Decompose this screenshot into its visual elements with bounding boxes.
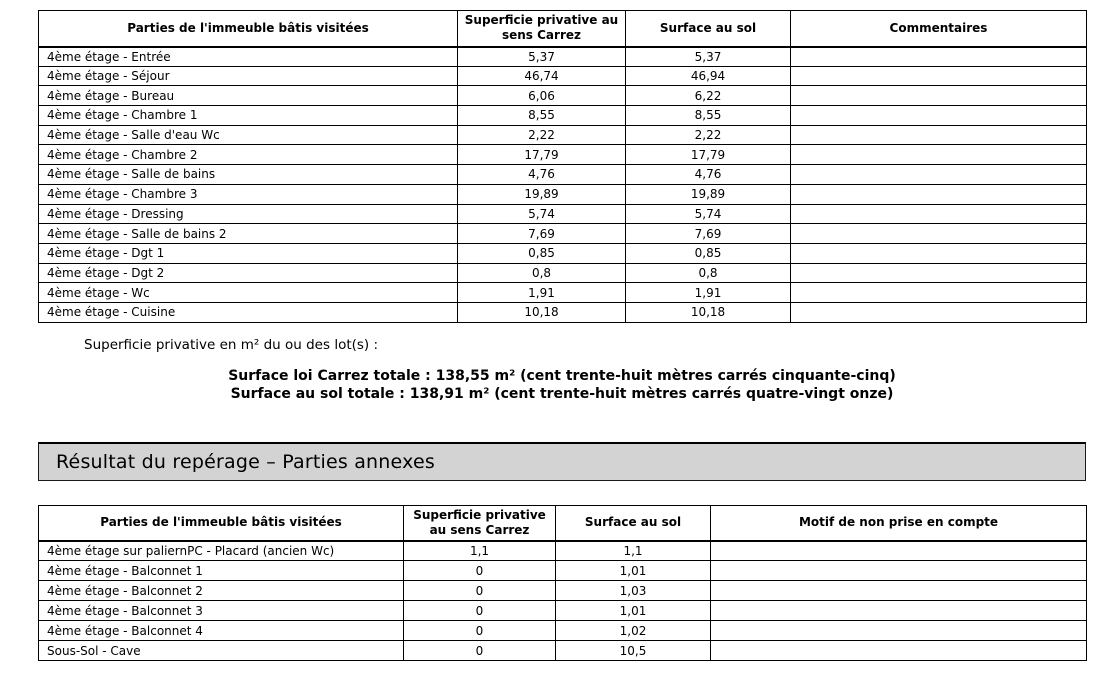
cell-comment [791,145,1087,165]
carrez-surfaces-table [38,10,1087,323]
cell-motif [711,541,1087,561]
cell-sol: 0,8 [626,263,791,283]
cell-comment [791,66,1087,86]
table-row [39,165,1087,185]
cell-sol: 6,22 [626,86,791,106]
cell-comment [791,243,1087,263]
table-row [39,106,1087,126]
section-title-annexes: Résultat du repérage – Parties annexes [38,442,1086,481]
cell-motif [711,641,1087,661]
table-row [39,283,1087,303]
column-header-motif: Motif de non prise en compte [711,505,1087,541]
cell-carrez: 6,06 [458,86,626,106]
cell-comment [791,224,1087,244]
column-header-surface-sol: Surface au sol [626,11,791,47]
cell-sol: 1,01 [556,561,711,581]
cell-comment [791,125,1087,145]
surface-note: Superficie privative en m² du ou des lot(s) : [84,336,379,353]
cell-carrez: 5,74 [458,204,626,224]
cell-part: 4ème étage - Salle de bains 2 [39,224,458,244]
cell-comment [791,165,1087,185]
cell-sol: 0,85 [626,243,791,263]
annexes-table [38,505,1087,662]
cell-part: 4ème étage - Chambre 2 [39,145,458,165]
cell-sol: 8,55 [626,106,791,126]
cell-sol: 1,91 [626,283,791,303]
table-row [39,541,1087,561]
cell-carrez: 0,85 [458,243,626,263]
annexes-table-body [39,541,1087,661]
column-header-parties: Parties de l'immeuble bâtis visitées [39,11,458,47]
cell-carrez: 0 [404,561,556,581]
carrez-table-header [39,11,1087,47]
table-row [39,561,1087,581]
annexes-table-header [39,505,1087,541]
cell-part: 4ème étage - Wc [39,283,458,303]
cell-motif [711,601,1087,621]
cell-comment [791,204,1087,224]
cell-carrez: 17,79 [458,145,626,165]
cell-part: 4ème étage - Entrée [39,47,458,67]
cell-part: 4ème étage - Salle d'eau Wc [39,125,458,145]
cell-comment [791,263,1087,283]
cell-part: 4ème étage - Balconnet 1 [39,561,404,581]
table-row [39,47,1087,67]
cell-carrez: 0 [404,621,556,641]
cell-part: 4ème étage - Balconnet 4 [39,621,404,641]
cell-carrez: 0 [404,581,556,601]
table-row [39,263,1087,283]
cell-sol: 2,22 [626,125,791,145]
table-row [39,302,1087,322]
cell-motif [711,621,1087,641]
table-row [39,581,1087,601]
cell-comment [791,47,1087,67]
table-row [39,66,1087,86]
table-row [39,243,1087,263]
cell-carrez: 0 [404,601,556,621]
cell-comment [791,106,1087,126]
cell-carrez: 46,74 [458,66,626,86]
cell-sol: 17,79 [626,145,791,165]
cell-part: 4ème étage - Séjour [39,66,458,86]
cell-sol: 1,01 [556,601,711,621]
cell-sol: 4,76 [626,165,791,185]
table-row [39,224,1087,244]
cell-sol: 1,02 [556,621,711,641]
column-header-carrez: Superficie privative au sens Carrez [404,505,556,541]
cell-motif [711,561,1087,581]
cell-part: 4ème étage sur paliernPC - Placard (ancien Wc) [39,541,404,561]
column-header-commentaires: Commentaires [791,11,1087,47]
cell-part: 4ème étage - Dgt 1 [39,243,458,263]
table-row [39,145,1087,165]
table-row [39,641,1087,661]
cell-carrez: 7,69 [458,224,626,244]
cell-part: 4ème étage - Dgt 2 [39,263,458,283]
cell-motif [711,581,1087,601]
cell-carrez: 1,91 [458,283,626,303]
total-carrez-line: Surface loi Carrez totale : 138,55 m² (cent trente-huit mètres carrés cinquante-cinq) [228,367,896,384]
cell-carrez: 2,22 [458,125,626,145]
carrez-table-body [39,47,1087,323]
cell-part: 4ème étage - Cuisine [39,302,458,322]
cell-sol: 5,37 [626,47,791,67]
cell-part: 4ème étage - Chambre 1 [39,106,458,126]
cell-part: 4ème étage - Bureau [39,86,458,106]
cell-part: 4ème étage - Chambre 3 [39,184,458,204]
cell-part: 4ème étage - Balconnet 3 [39,601,404,621]
table-row [39,204,1087,224]
cell-sol: 10,5 [556,641,711,661]
cell-sol: 46,94 [626,66,791,86]
table-row [39,86,1087,106]
cell-comment [791,302,1087,322]
table-row [39,621,1087,641]
cell-sol: 7,69 [626,224,791,244]
cell-part: Sous-Sol - Cave [39,641,404,661]
cell-carrez: 8,55 [458,106,626,126]
column-header-carrez: Superficie privative au sens Carrez [458,11,626,47]
cell-carrez: 1,1 [404,541,556,561]
table-row [39,125,1087,145]
cell-carrez: 5,37 [458,47,626,67]
cell-sol: 1,1 [556,541,711,561]
total-sol-line: Surface au sol totale : 138,91 m² (cent trente-huit mètres carrés quatre-vingt onze) [230,385,894,402]
cell-part: 4ème étage - Dressing [39,204,458,224]
cell-carrez: 0 [404,641,556,661]
cell-carrez: 0,8 [458,263,626,283]
cell-comment [791,86,1087,106]
cell-sol: 19,89 [626,184,791,204]
table-row [39,184,1087,204]
cell-part: 4ème étage - Balconnet 2 [39,581,404,601]
cell-carrez: 4,76 [458,165,626,185]
cell-sol: 1,03 [556,581,711,601]
cell-sol: 10,18 [626,302,791,322]
cell-part: 4ème étage - Salle de bains [39,165,458,185]
cell-comment [791,184,1087,204]
cell-carrez: 10,18 [458,302,626,322]
column-header-parties: Parties de l'immeuble bâtis visitées [39,505,404,541]
cell-sol: 5,74 [626,204,791,224]
table-row [39,601,1087,621]
cell-comment [791,283,1087,303]
cell-carrez: 19,89 [458,184,626,204]
totals-block [38,367,1086,403]
column-header-surface-sol: Surface au sol [556,505,711,541]
